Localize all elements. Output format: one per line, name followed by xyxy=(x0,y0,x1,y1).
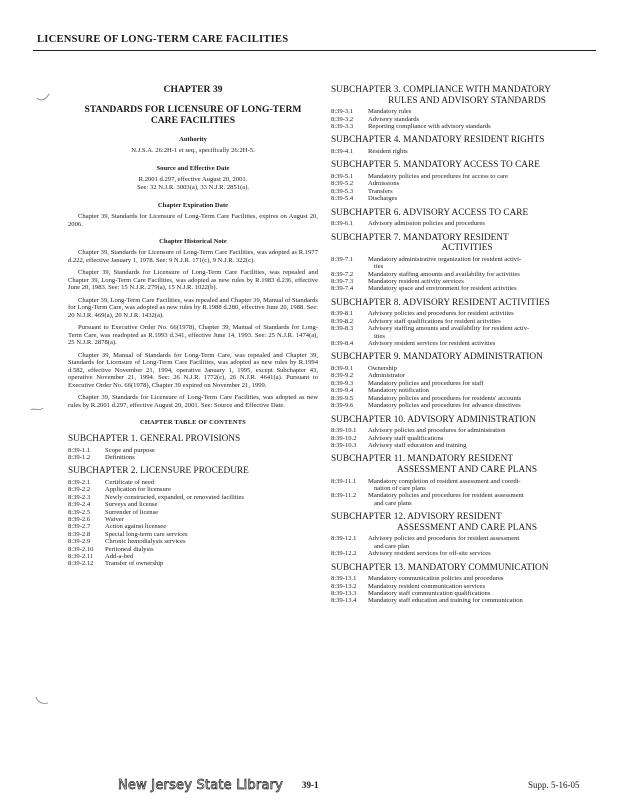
toc-entry xyxy=(331,550,603,557)
section-title-line: Mandatory policies and procedures for staff xyxy=(368,379,484,387)
expiration-text: Chapter 39, Standards for Licensure of Long-Term Care Facilities, expires on August 20, 2006. xyxy=(68,213,318,228)
section-number: 8:39-2.10 xyxy=(68,545,94,553)
section-number: 8:39-2.6 xyxy=(68,516,91,524)
subchapter xyxy=(331,135,603,155)
section-title xyxy=(368,310,603,317)
section-title-line: Special long-term care services xyxy=(105,530,188,538)
section-title xyxy=(368,108,603,115)
section-title-line: Mandatory staff communication qualifications xyxy=(368,589,491,597)
subchapter xyxy=(331,208,603,228)
section-number: 8:39-7.3 xyxy=(331,278,354,286)
section-title xyxy=(105,509,318,516)
section-title xyxy=(368,380,603,387)
margin-mark xyxy=(35,695,49,705)
section-title-line: Advisory resident services for off-site services xyxy=(368,550,491,558)
section-title xyxy=(368,372,603,379)
section-title xyxy=(368,535,603,550)
section-number: 8:39-7.1 xyxy=(331,255,354,263)
section-title xyxy=(368,387,603,394)
section-number: 8:39-9.1 xyxy=(331,365,354,373)
history-paragraph: Pursuant to Executive Order No. 66(1978), Chapter 39, Manual of Standards for Long-Term Care, was readopted as R.1993 d.341, effective June 14, 1993. See: 25 N.J.R. 1474(a), 25 N.J.R. 2878(a). xyxy=(68,324,318,346)
toc-entry xyxy=(68,531,318,538)
toc-entry xyxy=(331,590,603,597)
section-number: 8:39-10.1 xyxy=(331,427,357,435)
subchapter-heading-line: SUBCHAPTER 7. MANDATORY RESIDENT xyxy=(331,232,509,243)
margin-mark xyxy=(36,92,50,102)
section-title xyxy=(105,523,318,530)
section-number: 8:39-3.2 xyxy=(331,115,354,123)
section-title xyxy=(105,538,318,545)
section-title xyxy=(105,501,318,508)
section-title-line: Mandatory staffing amounts and availability for activities xyxy=(368,270,520,278)
section-title xyxy=(368,318,603,325)
subchapter-heading xyxy=(331,85,603,106)
section-title-line: and care plan xyxy=(374,542,410,550)
section-title xyxy=(368,442,603,449)
section-title xyxy=(105,560,318,567)
section-title xyxy=(368,148,603,155)
toc-entry xyxy=(331,188,603,195)
section-title xyxy=(368,478,603,493)
subchapter xyxy=(331,85,603,130)
running-header: LICENSURE OF LONG-TERM CARE FACILITIES xyxy=(37,34,289,45)
section-title-line: Mandatory administrative organization for resident activi- xyxy=(368,255,522,263)
chapter-number: CHAPTER 39 xyxy=(163,84,223,95)
toc-entry xyxy=(331,271,603,278)
section-title-line: Advisory policies and procedures for administration xyxy=(368,427,506,435)
section-title-line: Resident rights xyxy=(368,148,408,155)
subchapter-heading xyxy=(331,298,603,309)
section-title-line: Discharges xyxy=(368,195,398,203)
toc-entry xyxy=(331,256,603,271)
toc-entry xyxy=(331,180,603,187)
section-title-line: Transfer of ownership xyxy=(105,560,164,568)
section-number: 8:39-1.2 xyxy=(68,454,91,461)
section-title-line: Surveys and license xyxy=(105,501,158,509)
section-number: 8:39-2.2 xyxy=(68,486,91,494)
section-number: 8:39-8.3 xyxy=(331,325,354,333)
subchapter-heading xyxy=(331,415,603,426)
subchapter-heading-line: SUBCHAPTER 2. LICENSURE PROCEDURE xyxy=(68,466,249,477)
subchapter-heading xyxy=(331,352,603,363)
section-title xyxy=(368,550,603,557)
toc-entry xyxy=(331,285,603,292)
toc-right xyxy=(331,85,603,605)
toc-entry xyxy=(68,523,318,530)
section-number: 8:39-3.3 xyxy=(331,123,354,130)
toc-entry xyxy=(331,583,603,590)
section-number: 8:39-2.11 xyxy=(68,553,94,561)
section-number: 8:39-5.3 xyxy=(331,187,354,195)
toc-entry xyxy=(331,365,603,372)
subchapter-heading-line: ASSESSMENT AND CARE PLANS xyxy=(396,464,538,475)
section-number: 8:39-12.2 xyxy=(331,550,357,558)
toc-entry xyxy=(331,318,603,325)
subchapter-heading-line: SUBCHAPTER 13. MANDATORY COMMUNICATION xyxy=(331,562,549,573)
authority-label: Authority xyxy=(179,136,207,143)
section-title xyxy=(105,531,318,538)
section-number: 8:39-9.4 xyxy=(331,387,354,395)
section-number: 8:39-12.1 xyxy=(331,535,357,543)
section-number: 8:39-10.2 xyxy=(331,434,357,442)
history-paragraph: Chapter 39, Standards for Licensure of Long-Term Care Facilities, was repealed and Chapter 39, Long-Term Care Facilities, was adopted as new rules by R.1983 d.236, effective June 20, 1983. See: 15 N.J.R. 279(a), 15 N.J.R. 1022(b). xyxy=(68,269,318,291)
section-title xyxy=(105,486,318,493)
section-number: 8:39-13.3 xyxy=(331,589,357,597)
section-title-line: Chronic hemodialysis services xyxy=(105,538,186,546)
section-title-line: Mandatory completion of resident assessment and coordi- xyxy=(368,477,521,485)
section-title-line: Scope and purpose xyxy=(105,446,155,454)
subchapter-heading-line: SUBCHAPTER 12. ADVISORY RESIDENT xyxy=(331,512,502,523)
section-number: 8:39-5.1 xyxy=(331,173,354,180)
section-number: 8:39-5.2 xyxy=(331,180,354,188)
toc-entry xyxy=(68,553,318,560)
toc-entry xyxy=(331,372,603,379)
section-title xyxy=(105,516,318,523)
toc-entry xyxy=(331,478,603,493)
subchapter-heading xyxy=(331,563,603,574)
section-title-line: ties xyxy=(374,263,384,271)
section-title-line: Mandatory policies and procedures for resident assessment xyxy=(368,492,524,500)
section-number: 8:39-10.3 xyxy=(331,441,357,449)
subchapter-heading-line: SUBCHAPTER 4. MANDATORY RESIDENT RIGHTS xyxy=(331,135,545,146)
section-title-line: Certificate of need xyxy=(105,479,155,486)
section-title xyxy=(105,546,318,553)
section-title-line: Advisory staff education and training xyxy=(368,441,467,449)
section-title-line: ities xyxy=(374,332,385,340)
library-watermark: New Jersey State Library xyxy=(118,778,284,793)
section-number: 8:39-7.4 xyxy=(331,285,354,293)
header-rule xyxy=(33,50,596,51)
toc-entry xyxy=(331,116,603,123)
section-title xyxy=(368,492,603,507)
toc-entry xyxy=(68,546,318,553)
subchapter-heading xyxy=(68,466,318,477)
toc-entry xyxy=(331,278,603,285)
toc-entry xyxy=(331,402,603,409)
section-number: 8:39-8.4 xyxy=(331,340,354,348)
section-title xyxy=(368,435,603,442)
source-line: R.2001 d.297, effective August 20, 2001. xyxy=(138,176,248,183)
section-title xyxy=(368,325,603,340)
section-title xyxy=(368,575,603,582)
section-title-line: Mandatory staff education and training for communication xyxy=(368,597,523,605)
chapter-title: STANDARDS FOR LICENSURE OF LONG-TERM CARE FACILITIES xyxy=(84,104,302,126)
section-title xyxy=(105,494,318,501)
margin-mark xyxy=(30,404,44,414)
toc-entry xyxy=(68,447,318,454)
toc-entry xyxy=(331,492,603,507)
toc-entry xyxy=(331,220,603,227)
toc-entry xyxy=(331,310,603,317)
toc-entry xyxy=(68,516,318,523)
expiration-label: Chapter Expiration Date xyxy=(157,202,229,209)
section-title xyxy=(368,116,603,123)
toc-entry xyxy=(331,380,603,387)
section-number: 8:39-9.3 xyxy=(331,379,354,387)
toc-entry xyxy=(331,123,603,130)
subchapter xyxy=(331,298,603,348)
toc-entry xyxy=(68,479,318,486)
toc-entry xyxy=(68,538,318,545)
section-number: 8:39-2.12 xyxy=(68,560,94,568)
section-title xyxy=(368,180,603,187)
section-title-line: Surrender of license xyxy=(105,508,159,516)
section-title xyxy=(105,447,318,454)
history-paragraph: Chapter 39, Manual of Standards for Long-Term Care, was repealed and Chapter 39, Standards for Licensure of Long-Term Care Facilities, was adopted as new rules by R.1994 d.582, effective November 21, 1994, operative January 1, 1995, except Subchapter 43, operative November 21, 1994. See: 26 N.J.R. 1772(c), 26 N.J.R. 4641(a). Pursuant to Executive Order No. 66(1978), Chapter 39 expired on November 21, 1999. xyxy=(68,351,318,389)
subchapter-heading xyxy=(331,160,603,171)
section-title-line: Application for licensure xyxy=(105,486,171,494)
toc-entry xyxy=(331,427,603,434)
section-title-line: Peritoneal dialysis xyxy=(105,545,154,553)
section-title-line: Mandatory resident communication services xyxy=(368,582,486,590)
toc-entry xyxy=(331,108,603,115)
source-label: Source and Effective Date xyxy=(156,165,230,172)
section-title-line: nation of care plans xyxy=(374,484,426,492)
section-title-line: and care plans xyxy=(374,499,412,507)
section-title-line: Mandatory policies and procedures for access to care xyxy=(368,173,509,180)
section-number: 8:39-9.6 xyxy=(331,402,354,410)
section-title-line: Advisory resident services for resident activities xyxy=(368,340,496,348)
section-title-line: Advisory admission policies and procedures xyxy=(368,220,485,228)
section-number: 8:39-3.1 xyxy=(331,108,354,116)
section-number: 8:39-1.1 xyxy=(68,446,91,454)
subchapter-heading-line: SUBCHAPTER 5. MANDATORY ACCESS TO CARE xyxy=(331,160,540,171)
source-line: See: 32 N.J.R. 3003(a), 33 N.J.R. 2851(a). xyxy=(136,184,250,191)
authority-text: N.J.S.A. 26:2H-1 et seq., specifically 26:2H-5. xyxy=(131,147,255,154)
toc-entry xyxy=(331,435,603,442)
section-title-line: Advisory policies and procedures for resident activities xyxy=(368,310,514,318)
toc-entry xyxy=(331,575,603,582)
section-number: 8:39-8.1 xyxy=(331,310,354,318)
section-number: 8:39-7.2 xyxy=(331,270,354,278)
subchapter-heading-line: SUBCHAPTER 11. MANDATORY RESIDENT xyxy=(331,454,513,465)
toc-entry xyxy=(331,442,603,449)
section-number: 8:39-13.1 xyxy=(331,575,357,583)
subchapter xyxy=(68,466,318,567)
subchapter-heading xyxy=(331,208,603,219)
subchapter-heading xyxy=(331,512,603,533)
section-title-line: Mandatory notification xyxy=(368,387,429,395)
section-title xyxy=(368,402,603,409)
toc-entry xyxy=(331,387,603,394)
toc-entry xyxy=(331,597,603,604)
toc-entry xyxy=(68,494,318,501)
section-title-line: Mandatory rules xyxy=(368,108,412,116)
section-title-line: Advisory standards xyxy=(368,115,420,123)
section-title-line: Waiver xyxy=(105,516,124,524)
section-title xyxy=(368,597,603,604)
section-title xyxy=(368,340,603,347)
section-title-line: Transfers xyxy=(368,187,393,195)
section-title xyxy=(368,583,603,590)
section-number: 8:39-11.1 xyxy=(331,477,357,485)
section-title-line: Mandatory resident activity services xyxy=(368,278,464,286)
section-title xyxy=(368,220,603,227)
toc-entry xyxy=(331,195,603,202)
subchapter-heading-line: ACTIVITIES xyxy=(441,243,493,254)
section-number: 8:39-13.4 xyxy=(331,597,357,605)
section-title xyxy=(105,454,318,461)
section-title-line: Action against licensee xyxy=(105,523,167,531)
section-title-line: Administrator xyxy=(368,372,405,380)
subchapter-heading-line: SUBCHAPTER 6. ADVISORY ACCESS TO CARE xyxy=(331,207,529,218)
toc-entry xyxy=(331,173,603,180)
section-title xyxy=(105,479,318,486)
subchapter-heading xyxy=(331,454,603,475)
section-number: 8:39-2.4 xyxy=(68,501,91,509)
toc-left xyxy=(68,434,318,568)
subchapter-heading xyxy=(331,135,603,146)
section-title-line: Add-a-bed xyxy=(105,553,134,561)
section-number: 8:39-6.1 xyxy=(331,220,354,228)
section-title xyxy=(368,427,603,434)
toc-entry xyxy=(68,560,318,567)
section-title-line: Mandatory policies and procedures for advance directives xyxy=(368,402,521,410)
section-number: 8:39-8.2 xyxy=(331,317,354,325)
section-title xyxy=(368,195,603,202)
subchapter xyxy=(331,233,603,293)
subchapter-heading xyxy=(331,233,603,254)
subchapter-heading-line: SUBCHAPTER 3. COMPLIANCE WITH MANDATORY xyxy=(331,85,551,95)
section-title xyxy=(368,590,603,597)
subchapter xyxy=(331,512,603,557)
section-title-line: Mandatory policies and procedures for residents' accounts xyxy=(368,394,522,402)
section-title xyxy=(368,285,603,292)
subchapter xyxy=(331,563,603,605)
subchapter xyxy=(331,160,603,202)
history-paragraph: Chapter 39, Standards for Licensure of Long-Term Care Facilities, was adopted as new rules by R.2001 d.297, effective August 20, 2001. See: Source and Effective Date. xyxy=(68,394,318,409)
section-title-line: Admissions xyxy=(368,180,400,188)
section-number: 8:39-2.8 xyxy=(68,530,91,538)
right-column xyxy=(331,80,603,608)
page-number: 39-1 xyxy=(302,780,319,790)
section-title xyxy=(368,395,603,402)
toc-entry xyxy=(331,325,603,340)
section-number: 8:39-5.4 xyxy=(331,195,354,203)
section-number: 8:39-9.5 xyxy=(331,394,354,402)
section-number: 8:39-13.2 xyxy=(331,582,357,590)
left-column xyxy=(68,64,318,571)
toc-entry xyxy=(331,148,603,155)
subchapter-heading-line: SUBCHAPTER 8. ADVISORY RESIDENT ACTIVITIES xyxy=(331,297,550,308)
section-title xyxy=(368,271,603,278)
subchapter xyxy=(331,415,603,450)
history-label: Chapter Historical Note xyxy=(159,238,227,245)
toc-entry xyxy=(68,486,318,493)
toc-entry xyxy=(331,395,603,402)
subchapter-heading xyxy=(68,434,318,445)
subchapter-heading-line: SUBCHAPTER 1. GENERAL PROVISIONS xyxy=(68,434,241,444)
section-title-line: Advisory policies and procedures for resident assessment xyxy=(368,535,520,543)
section-title-line: Definitions xyxy=(105,454,135,461)
section-number: 8:39-2.7 xyxy=(68,523,91,531)
section-title xyxy=(368,365,603,372)
subchapter-heading-line: SUBCHAPTER 10. ADVISORY ADMINISTRATION xyxy=(331,414,536,425)
toc-entry xyxy=(68,509,318,516)
section-title-line: Advisory staff qualifications for resident activities xyxy=(368,317,501,325)
section-title-line: Ownership xyxy=(368,365,397,373)
section-title xyxy=(368,188,603,195)
section-number: 8:39-11.2 xyxy=(331,492,357,500)
section-title-line: Advisory staff qualifications xyxy=(368,434,444,442)
toc-entry xyxy=(68,501,318,508)
section-title xyxy=(105,553,318,560)
section-title-line: Mandatory communication policies and procedures xyxy=(368,575,504,583)
section-title-line: Advisory staffing amounts and availability for resident activ- xyxy=(368,325,530,333)
section-number: 8:39-2.9 xyxy=(68,538,91,546)
section-title-line: Reporting compliance with advisory standards xyxy=(368,123,491,130)
section-number: 8:39-4.1 xyxy=(331,148,354,155)
section-title-line: Newly constructed, expanded, or renovated facilities xyxy=(105,493,244,501)
subchapter-heading-line: SUBCHAPTER 9. MANDATORY ADMINISTRATION xyxy=(331,352,543,363)
subchapter-heading-line: RULES AND ADVISORY STANDARDS xyxy=(388,95,546,106)
history-paragraph: Chapter 39, Standards for Licensure of Long-Term Care Facilities, was adopted as R.1977 d.222, effective January 1, 1978. See: 9 N.J.R. 171(c), 9 N.J.R. 322(c). xyxy=(68,249,318,264)
section-title xyxy=(368,173,603,180)
section-number: 8:39-9.2 xyxy=(331,372,354,380)
toc-heading: CHAPTER TABLE OF CONTENTS xyxy=(140,419,246,426)
subchapter xyxy=(68,434,318,461)
section-title xyxy=(368,256,603,271)
section-title xyxy=(368,278,603,285)
section-title-line: Mandatory space and environment for resident activities xyxy=(368,285,517,293)
subchapter xyxy=(331,454,603,507)
section-title xyxy=(368,123,603,130)
history-paragraph: Chapter 39, Long-Term Care Facilities, was repealed and Chapter 39, Manual of Standards for Long-Term Care, was adopted as new rules by R.1988 d.280, effective June 20, 1988. See: 20 N.J.R. 469(a), 20 N.J.R. 1432(a). xyxy=(68,296,318,319)
subchapter xyxy=(331,352,603,409)
toc-entry xyxy=(68,454,318,461)
supplement-date: Supp. 5-16-05 xyxy=(528,780,580,790)
toc-entry xyxy=(331,340,603,347)
toc-entry xyxy=(331,535,603,550)
section-number: 8:39-2.5 xyxy=(68,508,91,516)
section-number: 8:39-2.1 xyxy=(68,479,91,486)
subchapter-heading-line: ASSESSMENT AND CARE PLANS xyxy=(396,522,538,533)
section-number: 8:39-2.3 xyxy=(68,493,91,501)
